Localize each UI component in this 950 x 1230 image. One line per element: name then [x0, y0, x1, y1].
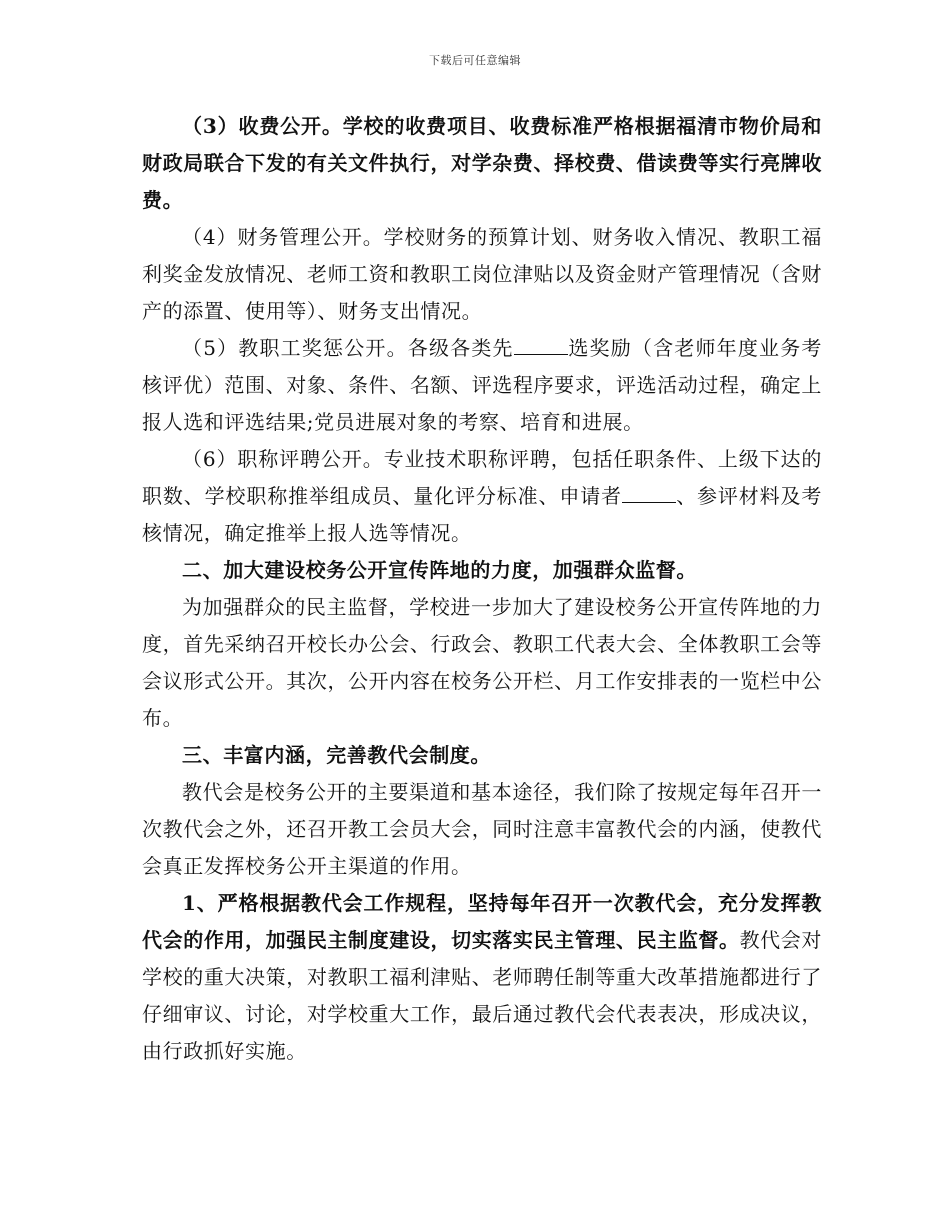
blank-underline	[622, 484, 676, 503]
title-text-part2: 、参评材料及考核情况，确定推举上报人选等情况。	[142, 484, 822, 545]
rewards-text-part2: 选奖励（含老师年度业务考核评优）范围、对象、条件、名额、评选程序要求，评选活动过程，确定上报人选和评选结果;党员进展对象的考察、培育和进展。	[142, 336, 823, 434]
document-body	[142, 108, 822, 1070]
section-heading-3: 三、丰富内涵，完善教代会制度。	[182, 743, 491, 767]
page-header: 下载后可任意编辑	[429, 54, 521, 67]
congress-rules-normal: 教代会对学校的重大决策，对教职工福利津贴、老师聘任制等重大改革措施都进行了仔细审议、讨论，对学校重大工作，最后通过教代会代表表决，形成决议，由行政抓好实施。	[142, 928, 822, 1063]
paragraph-congress: 教代会是校务公开的主要渠道和基本途径，我们除了按规定每年召开一次教代会之外，还召开教工会员大会，同时注意丰富教代会的内涵，使教代会真正发挥校务公开主渠道的作用。	[142, 780, 822, 878]
paragraph-congress-rules	[142, 885, 822, 1070]
congress-rules-bold: 1、严格根据教代会工作规程，坚持每年召开一次教代会，充分发挥教代会的作用，加强民主制度建设，切实落实民主管理、民主监督。	[142, 891, 822, 952]
paragraph-supervision: 为加强群众的民主监督，学校进一步加大了建设校务公开宣传阵地的力度，首先采纳召开校长办公会、行政会、教职工代表大会、全体教职工会等会议形式公开。其次，公开内容在校务公开栏、月工作安排表的一览栏中公布。	[142, 595, 822, 730]
title-text-part1: （6）职称评聘公开。专业技术职称评聘，包括任职条件、上级下达的职数、学校职称推举组成员、量化评分标准、申请者	[142, 447, 822, 508]
blank-underline	[514, 336, 568, 355]
rewards-text-part1: （5）教职工奖惩公开。各级各类先	[182, 336, 514, 360]
paragraph-finance-disclosure: （4）财务管理公开。学校财务的预算计划、财务收入情况、教职工福利奖金发放情况、老师工资和教职工岗位津贴以及资金财产管理情况（含财产的添置、使用等）、财务支出情况。	[142, 225, 822, 323]
paragraph-rewards-disclosure	[142, 330, 822, 441]
paragraph-fee-disclosure: （3）收费公开。学校的收费项目、收费标准严格根据福清市物价局和财政局联合下发的有关文件执行，对学杂费、择校费、借读费等实行亮牌收费。	[142, 114, 822, 212]
section-heading-2: 二、加大建设校务公开宣传阵地的力度，加强群众监督。	[182, 558, 697, 582]
paragraph-title-disclosure	[142, 441, 822, 552]
